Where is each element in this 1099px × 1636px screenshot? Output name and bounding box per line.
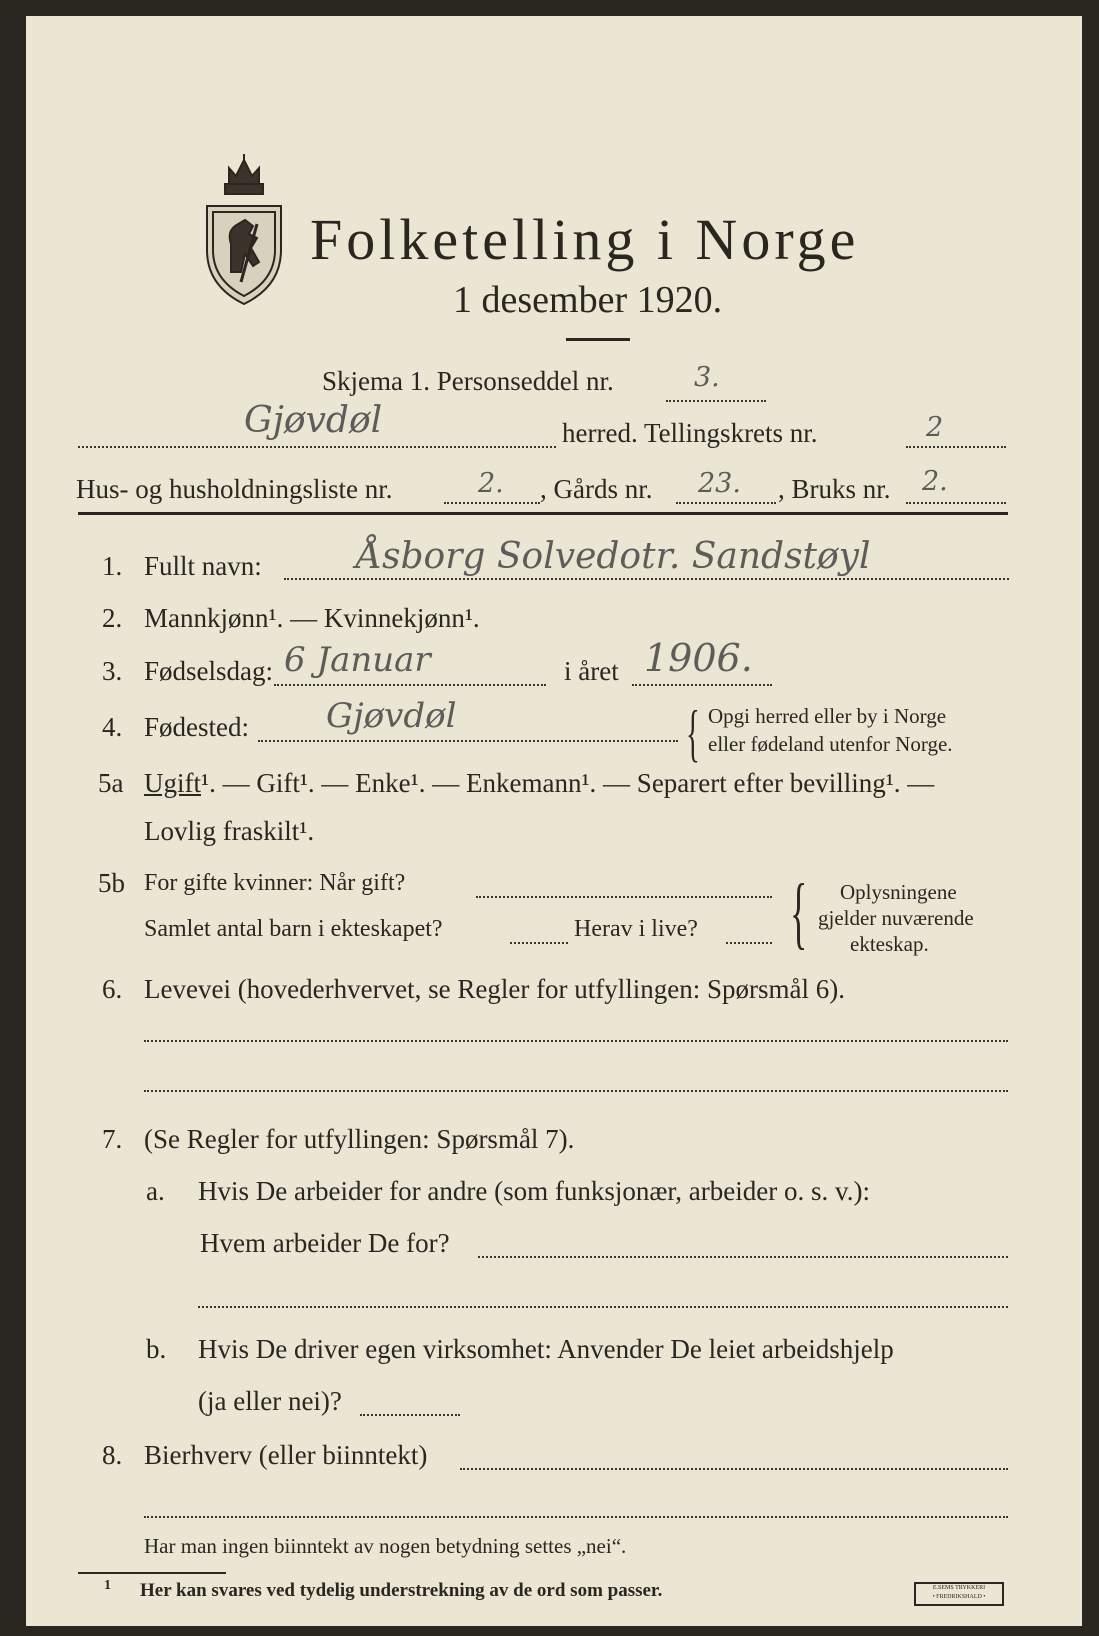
q3-label: Fødselsdag: — [144, 656, 274, 686]
herred-label: herred. Tellingskrets nr. — [562, 418, 818, 448]
q4-note-line1: Opgi herred eller by i Norge — [708, 704, 947, 728]
footnote-text: Her kan svares ved tydelig understrekning av de ord som passer. — [140, 1580, 663, 1601]
bruks-nr-value[interactable]: 2. — [922, 466, 948, 497]
q7-label: (Se Regler for utfyllingen: Spørsmål 7). — [144, 1124, 575, 1154]
q4-brace: { — [686, 697, 700, 768]
census-form-sheet — [26, 16, 1082, 1626]
q5a-line2: Lovlig fraskilt¹. — [144, 816, 315, 846]
footnote-mark: 1 — [104, 1578, 111, 1593]
printer-line1: E.SEMS TRYKKERI — [932, 1585, 986, 1591]
printer-stamp — [914, 1582, 1004, 1606]
q7b-text: Hvis De driver egen virksomhet: Anvender De leiet arbeidshjelp — [198, 1334, 894, 1364]
q3-day-line — [274, 684, 546, 686]
q6-number: 6. — [102, 974, 123, 1004]
q2-number: 2. — [102, 603, 123, 633]
q7a-text: Hvis De arbeider for andre (som funksjonær, arbeider o. s. v.): — [198, 1176, 870, 1206]
herred-value[interactable]: Gjøvdøl — [244, 400, 383, 441]
q5b-married-line — [476, 896, 772, 898]
q8-line2 — [144, 1516, 1008, 1518]
gards-nr-value[interactable]: 23. — [698, 468, 741, 499]
q4-line — [258, 740, 678, 742]
bruks-label: , Bruks nr. — [778, 474, 891, 504]
q3-year-line — [632, 684, 772, 686]
tellingskrets-line — [906, 446, 1006, 448]
q7-number: 7. — [102, 1124, 123, 1154]
q4-label: Fødested: — [144, 712, 249, 742]
printer-line2: • FREDRIKSHALD • — [932, 1594, 986, 1600]
q8-line1 — [460, 1468, 1008, 1470]
footnote-rule — [78, 1572, 226, 1574]
personseddel-nr-value[interactable]: 3. — [694, 362, 720, 393]
q7b-letter: b. — [146, 1334, 167, 1364]
q5a-options — [144, 768, 934, 799]
q5b-children-label: Samlet antal barn i ekteskapet? — [144, 916, 443, 942]
q7a-line1 — [478, 1256, 1008, 1258]
q5b-married-label: For gifte kvinner: Når gift? — [144, 870, 406, 896]
gards-label: , Gårds nr. — [540, 474, 653, 504]
q3-year-label: i året — [564, 656, 619, 686]
birth-year-value[interactable]: 1906. — [644, 636, 753, 680]
ugift-underlined[interactable]: Ugift — [144, 768, 201, 798]
q7b-sub-label: (ja eller nei)? — [198, 1386, 342, 1416]
q5b-alive-label: Herav i live? — [574, 916, 698, 942]
hus-label: Hus- og husholdningsliste nr. — [76, 474, 393, 504]
q5a-number: 5a — [98, 768, 124, 798]
q4-note-line2: eller fødeland utenfor Norge. — [708, 732, 953, 756]
norway-coat-of-arms-icon — [201, 154, 287, 314]
q4-number: 4. — [102, 712, 123, 742]
form-title: Folketelling i Norge — [310, 207, 860, 272]
q5b-number: 5b — [98, 868, 125, 898]
q8-number: 8. — [102, 1440, 123, 1470]
q1-number: 1. — [102, 551, 123, 581]
q8-label: Bierhverv (eller biinntekt) — [144, 1440, 428, 1470]
bruks-line — [906, 502, 1006, 504]
q6-line2 — [144, 1090, 1008, 1092]
q6-line1 — [144, 1040, 1008, 1042]
schema-label: Skjema 1. Personseddel nr. — [322, 366, 614, 396]
birthplace-value[interactable]: Gjøvdøl — [326, 696, 457, 736]
q7a-sub-label: Hvem arbeider De for? — [200, 1228, 450, 1258]
q5b-children-line — [510, 942, 568, 944]
census-date: 1 desember 1920. — [453, 279, 723, 321]
herred-line — [78, 446, 556, 448]
q8-note: Har man ingen biinntekt av nogen betydning settes „nei“. — [144, 1534, 627, 1558]
q5b-alive-line — [726, 942, 772, 944]
hus-nr-value[interactable]: 2. — [478, 468, 504, 499]
tellingskrets-nr-value[interactable]: 2 — [926, 412, 944, 443]
q7a-letter: a. — [146, 1176, 165, 1206]
full-name-value[interactable]: Åsborg Solvedotr. Sandstøyl — [356, 536, 871, 577]
header-separator — [78, 512, 1008, 515]
q6-label: Levevei (hovederhvervet, se Regler for utfyllingen: Spørsmål 6). — [144, 974, 846, 1004]
q7a-line2 — [198, 1306, 1008, 1308]
q7b-line — [360, 1414, 460, 1416]
q5b-note-line2: gjelder nuværende — [818, 906, 974, 930]
hus-line — [444, 502, 540, 504]
q1-label: Fullt navn: — [144, 551, 262, 581]
q2-label: Mannkjønn¹. — Kvinnekjønn¹. — [144, 603, 480, 633]
q5a-rest: ¹. — Gift¹. — Enke¹. — Enkemann¹. — Separert efter bevilling¹. — — [201, 768, 935, 798]
gards-line — [676, 502, 776, 504]
q5b-note-line3: ekteskap. — [850, 932, 929, 956]
birth-day-value[interactable]: 6 Januar — [284, 640, 431, 680]
q3-number: 3. — [102, 656, 123, 686]
personseddel-line — [666, 400, 766, 402]
q5b-note-line1: Oplysningene — [840, 880, 957, 904]
q1-line — [284, 578, 1009, 580]
q5b-brace: { — [790, 869, 808, 957]
title-divider — [566, 338, 630, 341]
